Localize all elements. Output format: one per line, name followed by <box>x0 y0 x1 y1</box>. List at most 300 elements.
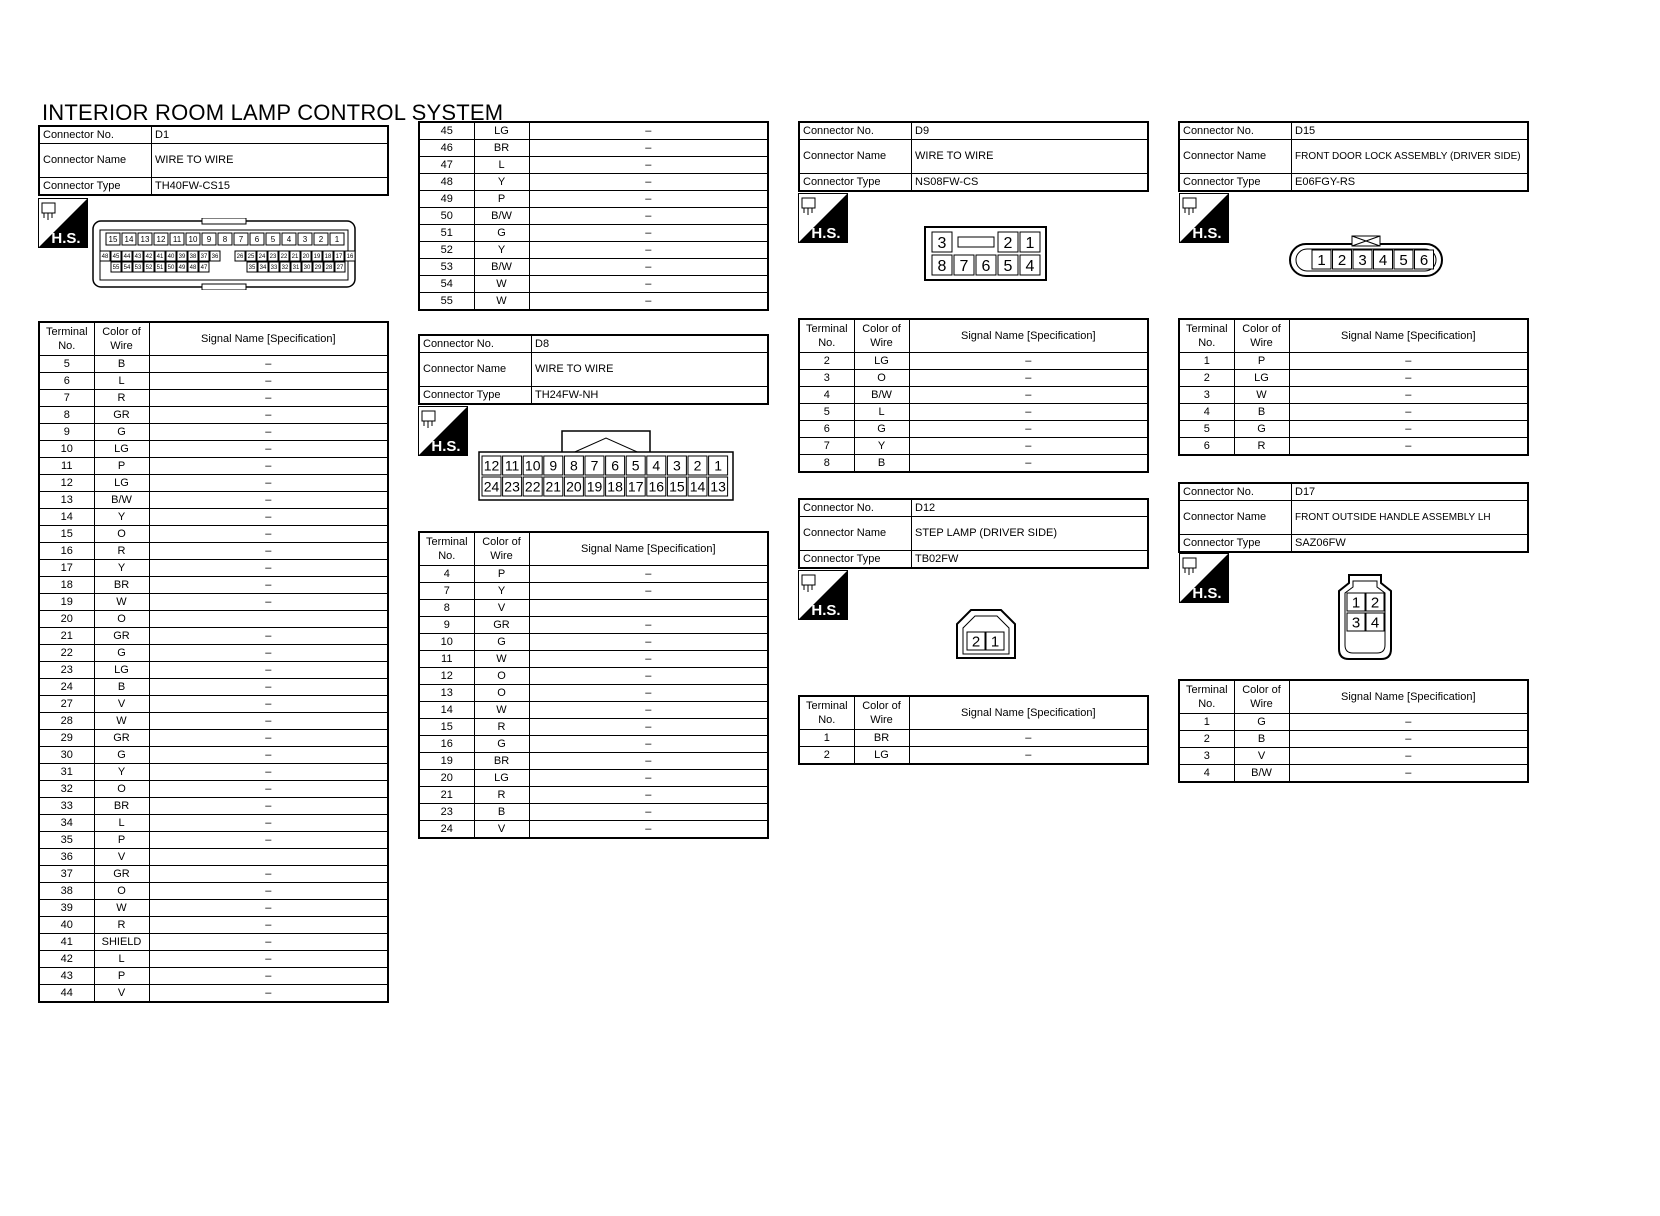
color-cell: B <box>94 356 149 373</box>
color-cell: Y <box>94 509 149 526</box>
terminal-cell: 40 <box>39 917 94 934</box>
d15-info: Connector No. D15 Connector Name FRONT DOOR LOCK ASSEMBLY (DRIVER SIDE) Connector Type E06FGY-RS <box>1178 121 1529 192</box>
pin-label: 36 <box>211 254 219 261</box>
color-cell: W <box>474 702 529 719</box>
pin-label: 27 <box>336 265 344 272</box>
table-row <box>1179 765 1528 783</box>
signal-cell: – <box>529 634 768 651</box>
terminal-cell: 7 <box>39 390 94 407</box>
pin-label: 22 <box>524 478 541 495</box>
terminal-cell: 24 <box>39 679 94 696</box>
connector-pin <box>246 251 256 261</box>
header-signal: Signal Name [Specification] <box>149 322 388 356</box>
color-cell: O <box>94 781 149 798</box>
pin-label: 2 <box>693 457 702 474</box>
connector-pin <box>998 232 1018 252</box>
table-row <box>1179 370 1528 387</box>
d1-type: TH40FW-CS15 <box>152 178 389 196</box>
pin-label: 41 <box>156 254 164 261</box>
signal-cell: – <box>529 719 768 736</box>
connector-pin <box>606 477 625 496</box>
pin-label: 35 <box>248 265 256 272</box>
connector-pin <box>155 251 165 261</box>
signal-cell: – <box>149 934 388 951</box>
color-cell: BR <box>474 753 529 770</box>
table-row <box>799 387 1148 404</box>
d1-name: WIRE TO WIRE <box>152 144 389 178</box>
table-row <box>419 651 768 668</box>
connector-pin <box>122 251 132 261</box>
terminal-cell: 3 <box>799 370 854 387</box>
hs-label: H.S. <box>1192 585 1222 602</box>
connector-pin <box>111 251 121 261</box>
pin-label: 23 <box>269 254 277 261</box>
pin-label: 16 <box>648 478 665 495</box>
signal-cell: – <box>1289 765 1528 783</box>
table-row <box>39 628 388 645</box>
color-cell: R <box>94 543 149 560</box>
terminal-cell: 47 <box>419 157 474 174</box>
table-row <box>39 526 388 543</box>
d12-no: D12 <box>912 499 1149 517</box>
pin-label: 38 <box>189 254 197 261</box>
table-row <box>39 424 388 441</box>
connector-pin <box>144 262 154 272</box>
connector-pin <box>258 262 268 272</box>
signal-cell: – <box>529 157 768 174</box>
signal-cell: – <box>529 617 768 634</box>
color-cell: LG <box>854 747 909 765</box>
d9-terminal-table: Terminal No. Color of Wire Signal Name [Specification] 2 LG – 3 O – 4 B/W – 5 L – 6 G – 7 Y – 8 B – <box>798 318 1149 473</box>
color-cell: B <box>1234 404 1289 421</box>
pin-label: 1 <box>1317 251 1326 269</box>
table-row <box>39 356 388 373</box>
table-row <box>799 353 1148 370</box>
pin-label: 20 <box>302 254 310 261</box>
terminal-cell: 1 <box>1179 714 1234 731</box>
connector-pin <box>280 262 290 272</box>
terminal-cell: 2 <box>799 353 854 370</box>
signal-cell: – <box>1289 404 1528 421</box>
table-row <box>419 566 768 583</box>
table-row <box>419 225 768 242</box>
table-row <box>39 798 388 815</box>
d8-no: D8 <box>532 335 769 353</box>
d8-info: Connector No. D8 Connector Name WIRE TO WIRE Connector Type TH24FW-NH <box>418 334 769 405</box>
table-row <box>39 985 388 1003</box>
pin-label: 8 <box>570 457 578 474</box>
connector-pin <box>688 477 707 496</box>
pin-label: 3 <box>937 234 947 252</box>
connector-pin <box>564 456 583 475</box>
pin-label: 16 <box>346 254 354 261</box>
connector-pin <box>218 233 232 245</box>
d17-info: Connector No. D17 Connector Name FRONT OUTSIDE HANDLE ASSEMBLY LH Connector Type SAZ06FW <box>1178 482 1529 553</box>
signal-cell: – <box>529 651 768 668</box>
color-cell: P <box>94 832 149 849</box>
connector-pin <box>647 456 666 475</box>
terminal-cell: 53 <box>419 259 474 276</box>
table-row <box>39 815 388 832</box>
connector-pin <box>1347 613 1365 631</box>
connector-pin <box>503 456 522 475</box>
color-cell: R <box>474 787 529 804</box>
table-row <box>419 140 768 157</box>
connector-pin <box>334 251 344 261</box>
terminal-cell: 28 <box>39 713 94 730</box>
connector-pin <box>234 233 248 245</box>
color-cell: V <box>94 849 149 866</box>
d12-name: STEP LAMP (DRIVER SIDE) <box>912 517 1149 551</box>
terminal-cell: 5 <box>39 356 94 373</box>
color-cell: GR <box>94 730 149 747</box>
signal-cell: – <box>1289 714 1528 731</box>
color-cell: LG <box>474 770 529 787</box>
table-row <box>419 617 768 634</box>
color-cell: BR <box>474 140 529 157</box>
table-row <box>419 191 768 208</box>
connector-pin <box>202 233 216 245</box>
terminal-cell: 45 <box>419 122 474 140</box>
pin-label: 12 <box>156 234 166 244</box>
signal-cell: – <box>529 122 768 140</box>
d8-terminal-table: Terminal No. Color of Wire Signal Name [Specification] 4 P – 7 Y – 8 V 9 GR – 10 G – 11 W – 12 O – 13 O – 14 W – 15 R – 16 G – 19 BR – 20 LG – 21 R – 23 B – 24 V – <box>418 531 769 839</box>
table-row <box>1179 714 1528 731</box>
terminal-cell: 50 <box>419 208 474 225</box>
connector-pin <box>523 477 542 496</box>
table-row <box>39 441 388 458</box>
pin-label: 21 <box>291 254 299 261</box>
signal-cell: – <box>149 492 388 509</box>
connector-pin <box>1347 593 1365 611</box>
table-row <box>39 747 388 764</box>
connector-pin <box>1020 232 1040 252</box>
table-row <box>39 390 388 407</box>
connector-pin <box>709 456 728 475</box>
d9-info: Connector No. D9 Connector Name WIRE TO WIRE Connector Type NS08FW-CS <box>798 121 1149 192</box>
connector-pin <box>932 232 952 252</box>
terminal-cell: 14 <box>39 509 94 526</box>
pin-label: 17 <box>335 254 343 261</box>
connector-pin <box>482 477 501 496</box>
table-row <box>39 781 388 798</box>
table-row <box>39 594 388 611</box>
pin-label: 37 <box>200 254 208 261</box>
table-row <box>39 730 388 747</box>
connector-pin <box>235 251 245 261</box>
pin-label: 5 <box>631 457 640 474</box>
pin-label: 14 <box>124 234 134 244</box>
color-cell: L <box>94 815 149 832</box>
color-cell: O <box>94 883 149 900</box>
connector-pin <box>106 233 120 245</box>
terminal-cell: 8 <box>39 407 94 424</box>
pin-label: 6 <box>981 257 991 275</box>
pin-label: 24 <box>483 478 500 495</box>
d9-no: D9 <box>912 122 1149 140</box>
signal-cell: – <box>149 917 388 934</box>
signal-cell: – <box>529 804 768 821</box>
table-row <box>39 917 388 934</box>
pin-label: 21 <box>545 478 562 495</box>
table-row <box>419 600 768 617</box>
color-cell: LG <box>474 122 529 140</box>
pin-label: 2 <box>1370 594 1380 612</box>
pin-label: 31 <box>292 265 300 272</box>
d17-type: SAZ06FW <box>1292 535 1529 553</box>
color-cell: LG <box>1234 370 1289 387</box>
pin-label: 32 <box>281 265 289 272</box>
signal-cell: – <box>529 753 768 770</box>
pin-label: 13 <box>140 234 150 244</box>
terminal-cell: 14 <box>419 702 474 719</box>
table-row <box>419 276 768 293</box>
connector-pin <box>199 251 209 261</box>
table-row <box>419 702 768 719</box>
pin-label: 42 <box>145 254 153 261</box>
pin-label: 39 <box>178 254 186 261</box>
pin-label: 24 <box>258 254 266 261</box>
signal-cell: – <box>149 866 388 883</box>
connector-pin <box>335 262 345 272</box>
connector-pin <box>976 255 996 275</box>
connector-pin <box>688 456 707 475</box>
connector-pin <box>1374 250 1393 269</box>
pin-label: 18 <box>607 478 623 495</box>
table-row <box>419 719 768 736</box>
table-row <box>39 458 388 475</box>
terminal-cell: 8 <box>419 600 474 617</box>
terminal-cell: 20 <box>39 611 94 628</box>
connector-pin <box>166 251 176 261</box>
signal-cell: – <box>909 438 1148 455</box>
signal-cell: – <box>529 140 768 157</box>
pin-label: 14 <box>689 478 706 495</box>
table-row <box>39 679 388 696</box>
terminal-cell: 43 <box>39 968 94 985</box>
pin-label: 5 <box>1003 257 1013 275</box>
connector-pin <box>133 262 143 272</box>
color-cell: GR <box>94 407 149 424</box>
connector-pin <box>155 262 165 272</box>
table-row <box>799 747 1148 765</box>
harness-side-icon <box>1179 193 1229 243</box>
pin-label: 53 <box>134 265 142 272</box>
connector-pin <box>210 251 220 261</box>
connector-pin <box>503 477 522 496</box>
connector-pin <box>324 262 334 272</box>
pin-label: 48 <box>101 254 109 261</box>
pin-label: 15 <box>108 234 118 244</box>
terminal-cell: 20 <box>419 770 474 787</box>
d1-terminal-table-continued <box>418 121 769 311</box>
terminal-cell: 48 <box>419 174 474 191</box>
pin-label: 47 <box>200 265 208 272</box>
signal-cell: – <box>149 815 388 832</box>
d15-type: E06FGY-RS <box>1292 174 1529 192</box>
signal-cell: – <box>529 566 768 583</box>
terminal-cell: 21 <box>39 628 94 645</box>
terminal-cell: 9 <box>419 617 474 634</box>
table-row <box>39 577 388 594</box>
hs-label: H.S. <box>431 438 461 455</box>
color-cell: G <box>94 424 149 441</box>
terminal-cell: 4 <box>1179 404 1234 421</box>
table-row <box>419 174 768 191</box>
connector-pin <box>1020 255 1040 275</box>
table-row <box>39 492 388 509</box>
pin-label: 2 <box>1337 251 1347 269</box>
d17-terminal-table: Terminal No. Color of Wire Signal Name [Specification] 1 G – 2 B – 3 V – 4 B/W – <box>1178 679 1529 783</box>
terminal-cell: 15 <box>419 719 474 736</box>
terminal-cell: 51 <box>419 225 474 242</box>
color-cell: L <box>854 404 909 421</box>
color-cell: BR <box>854 730 909 747</box>
signal-cell: – <box>909 387 1148 404</box>
table-row <box>799 730 1148 747</box>
color-cell: W <box>94 594 149 611</box>
pin-label: 33 <box>270 265 278 272</box>
connector-pin <box>954 255 974 275</box>
table-row <box>39 543 388 560</box>
pin-label: 20 <box>566 478 582 495</box>
terminal-cell: 9 <box>39 424 94 441</box>
pin-label: 40 <box>167 254 175 261</box>
table-row <box>39 407 388 424</box>
connector-pin <box>100 251 110 261</box>
connector-pin <box>626 477 645 496</box>
terminal-cell: 10 <box>419 634 474 651</box>
pin-label: 26 <box>236 254 244 261</box>
connector-pin <box>585 477 604 496</box>
connector-pin <box>166 262 176 272</box>
table-row <box>419 583 768 600</box>
harness-side-icon <box>1179 553 1229 603</box>
terminal-cell: 36 <box>39 849 94 866</box>
connector-pin <box>138 233 152 245</box>
terminal-cell: 34 <box>39 815 94 832</box>
connector-pin <box>133 251 143 261</box>
connector-pin <box>268 251 278 261</box>
signal-cell: – <box>149 747 388 764</box>
terminal-cell: 10 <box>39 441 94 458</box>
terminal-cell: 7 <box>799 438 854 455</box>
signal-cell: – <box>149 356 388 373</box>
signal-cell: – <box>149 662 388 679</box>
color-cell: P <box>474 191 529 208</box>
table-row <box>419 804 768 821</box>
d12-connector-diagram <box>955 608 1017 660</box>
signal-cell: – <box>149 883 388 900</box>
connector-pin <box>667 477 686 496</box>
color-cell: BR <box>94 798 149 815</box>
d12-terminal-table: Terminal No. Color of Wire Signal Name [Specification] 1 BR – 2 LG – <box>798 695 1149 765</box>
signal-cell: – <box>529 225 768 242</box>
signal-cell: – <box>149 526 388 543</box>
pin-label: 8 <box>937 257 947 275</box>
signal-cell: – <box>529 293 768 311</box>
color-cell: V <box>94 985 149 1003</box>
table-row <box>799 438 1148 455</box>
color-cell: V <box>474 821 529 839</box>
connector-pin <box>345 251 355 261</box>
color-cell: Y <box>94 764 149 781</box>
pin-label: 44 <box>123 254 131 261</box>
connector-pin <box>302 262 312 272</box>
signal-cell: – <box>149 985 388 1003</box>
terminal-cell: 3 <box>1179 387 1234 404</box>
signal-cell: – <box>1289 353 1528 370</box>
terminal-cell: 54 <box>419 276 474 293</box>
hs-label: H.S. <box>1192 225 1222 242</box>
pin-label: 3 <box>1358 251 1367 269</box>
table-row <box>419 821 768 839</box>
color-cell: LG <box>94 475 149 492</box>
terminal-cell: 19 <box>419 753 474 770</box>
connector-pin <box>313 262 323 272</box>
connector-pin <box>986 632 1004 650</box>
terminal-cell: 4 <box>799 387 854 404</box>
connector-pin <box>330 233 344 245</box>
color-cell: G <box>474 634 529 651</box>
signal-cell: – <box>909 404 1148 421</box>
pin-label: 6 <box>1419 251 1429 269</box>
color-cell: G <box>854 421 909 438</box>
page-title: INTERIOR ROOM LAMP CONTROL SYSTEM <box>42 100 504 125</box>
signal-cell: – <box>149 475 388 492</box>
color-cell: LG <box>94 441 149 458</box>
pin-label: 45 <box>112 254 120 261</box>
table-row <box>39 866 388 883</box>
terminal-cell: 6 <box>799 421 854 438</box>
signal-cell: – <box>149 509 388 526</box>
signal-cell <box>149 611 388 628</box>
terminal-cell: 29 <box>39 730 94 747</box>
signal-cell: – <box>149 679 388 696</box>
color-cell: G <box>474 736 529 753</box>
connector-pin <box>122 233 136 245</box>
terminal-cell: 12 <box>419 668 474 685</box>
terminal-cell: 27 <box>39 696 94 713</box>
color-cell: GR <box>94 628 149 645</box>
connector-pin <box>188 262 198 272</box>
color-cell: W <box>474 276 529 293</box>
pin-label: 30 <box>303 265 311 272</box>
table-row <box>1179 404 1528 421</box>
connector-pin <box>186 233 200 245</box>
signal-cell: – <box>909 421 1148 438</box>
connector-pin <box>1366 593 1384 611</box>
terminal-cell: 17 <box>39 560 94 577</box>
color-cell: L <box>94 951 149 968</box>
connector-pin <box>544 477 563 496</box>
terminal-cell: 22 <box>39 645 94 662</box>
color-cell: P <box>1234 353 1289 370</box>
terminal-cell: 44 <box>39 985 94 1003</box>
connector-pin <box>667 456 686 475</box>
connector-pin <box>154 233 168 245</box>
signal-cell: – <box>149 696 388 713</box>
d1-connector-diagram <box>92 218 357 290</box>
color-cell: R <box>1234 438 1289 456</box>
terminal-cell: 39 <box>39 900 94 917</box>
connector-pin <box>323 251 333 261</box>
color-cell: P <box>94 968 149 985</box>
harness-side-icon <box>418 406 468 456</box>
pin-label: 3 <box>673 457 681 474</box>
connector-pin <box>1366 613 1384 631</box>
signal-cell: – <box>149 441 388 458</box>
